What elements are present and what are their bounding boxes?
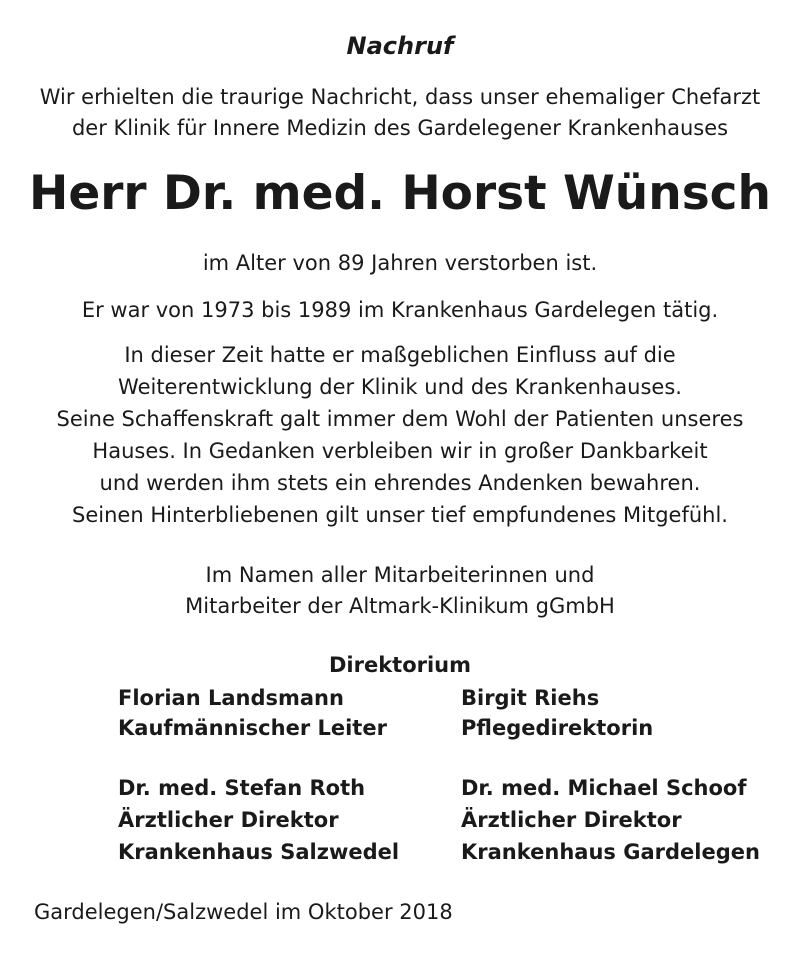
member-name: Birgit Riehs — [461, 686, 600, 710]
age-line: im Alter von 89 Jahren verstorben ist. — [202, 251, 598, 275]
member-name: Florian Landsmann — [118, 686, 344, 710]
tribute-line: und werden ihm stets ein ehrendes Andenken bewahren. — [99, 471, 701, 495]
tribute-line: Weiterentwicklung der Klinik und des Krankenhauses. — [118, 375, 682, 399]
directorate-title: Direktorium — [328, 653, 472, 677]
member-role: Ärztlicher Direktor — [118, 808, 339, 832]
member-name: Dr. med. Stefan Roth — [118, 776, 366, 800]
tribute-line: In dieser Zeit hatte er maßgeblichen Einfluss auf die — [124, 343, 676, 367]
member-role: Pflegedirektorin — [461, 716, 654, 740]
member-site: Krankenhaus Gardelegen — [461, 840, 760, 864]
on-behalf-line: Im Namen aller Mitarbeiterinnen und — [205, 563, 595, 587]
member-role: Ärztlicher Direktor — [461, 808, 682, 832]
member-role: Kaufmännischer Leiter — [118, 716, 387, 740]
on-behalf-line: Mitarbeiter der Altmark-Klinikum gGmbH — [185, 594, 615, 618]
tribute-line: Seine Schaffenskraft galt immer dem Wohl der Patienten unseres — [56, 407, 744, 431]
member-site: Krankenhaus Salzwedel — [118, 840, 400, 864]
intro-line: Wir erhielten die traurige Nachricht, dass unser ehemaliger Chefarzt — [39, 85, 761, 109]
member-name: Dr. med. Michael Schoof — [461, 776, 747, 800]
tribute-line: Seinen Hinterbliebenen gilt unser tief empfundenes Mitgefühl. — [72, 503, 728, 527]
tenure-line: Er war von 1973 bis 1989 im Krankenhaus Gardelegen tätig. — [81, 298, 719, 322]
heading: Nachruf — [346, 32, 454, 60]
deceased-name: Herr Dr. med. Horst Wünsch — [28, 166, 772, 221]
tribute-line: Hauses. In Gedanken verbleiben wir in großer Dankbarkeit — [92, 439, 708, 463]
place-date: Gardelegen/Salzwedel im Oktober 2018 — [34, 900, 453, 924]
intro-line: der Klinik für Innere Medizin des Gardelegener Krankenhauses — [71, 116, 729, 140]
